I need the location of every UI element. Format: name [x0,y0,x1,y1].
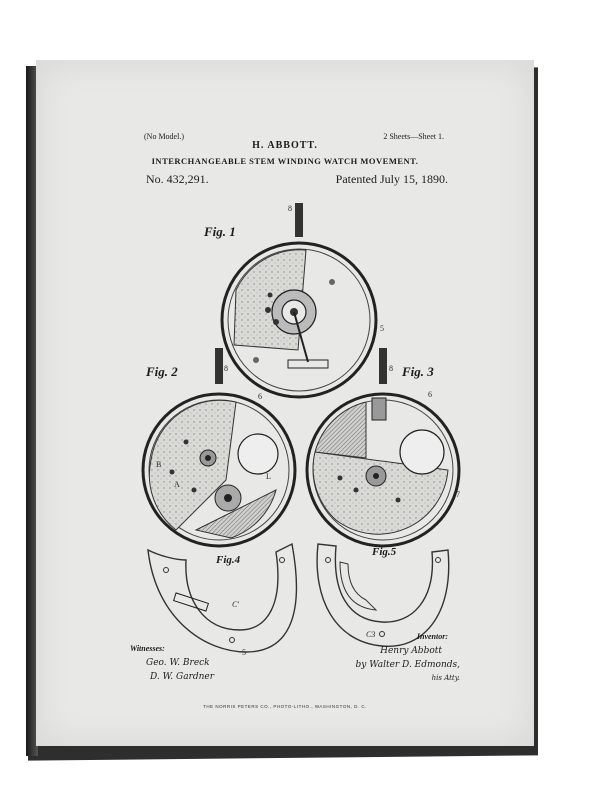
ref-5-fig4: 5 [242,648,246,657]
patent-number: No. 432,291. [146,172,209,186]
sheets-text: 2 Sheets—Sheet 1. [383,132,444,141]
inventor-label: Inventor: [416,632,448,641]
ref-L: L [266,472,271,481]
patent-date: Patented July 15, 1890. [335,172,448,186]
fig5-label: Fig.5 [372,546,397,558]
canvas-print [36,60,534,746]
ref-A: A [174,480,180,489]
printer-credit: THE NORRIS PETERS CO., PHOTO-LITHO., WASHINGTON, D. C. [203,704,367,709]
witness-signature-1: Geo. W. Breck [146,658,210,668]
patent-drawing [36,60,534,746]
fig2-label: Fig. 2 [146,364,178,379]
inventor-heading: H. ABBOTT. [252,140,318,151]
ref-6-fig2: 6 [258,392,262,401]
patent-title: INTERCHANGEABLE STEM WINDING WATCH MOVEMENT. [151,156,419,166]
fig1-watch [222,203,376,397]
ref-6-fig3: 6 [428,390,432,399]
fig5-plate [317,544,449,646]
ref-8-fig2: 8 [224,364,228,373]
no-model-text: (No Model.) [144,132,184,141]
ref-5-fig1: 5 [380,324,384,333]
witnesses-label: Witnesses: [130,644,165,653]
fig1-label: Fig. 1 [204,224,236,239]
ref-7-fig3: 7 [456,490,460,499]
fig4-label: Fig.4 [216,554,241,566]
fig3-label: Fig. 3 [402,364,434,379]
attorney-signature: by Walter D. Edmonds, [355,660,460,670]
fig3-watch [307,348,459,546]
ref-8-fig1: 8 [288,204,292,213]
attorney-subtitle: his Atty. [431,674,460,682]
ref-c-prime: C' [232,600,240,609]
witness-signature-2: D. W. Gardner [150,672,215,682]
inventor-signature: Henry Abbott [380,646,442,656]
ref-c3: C3 [366,630,376,639]
ref-8-fig3: 8 [389,364,393,373]
ref-B: B [156,460,162,469]
